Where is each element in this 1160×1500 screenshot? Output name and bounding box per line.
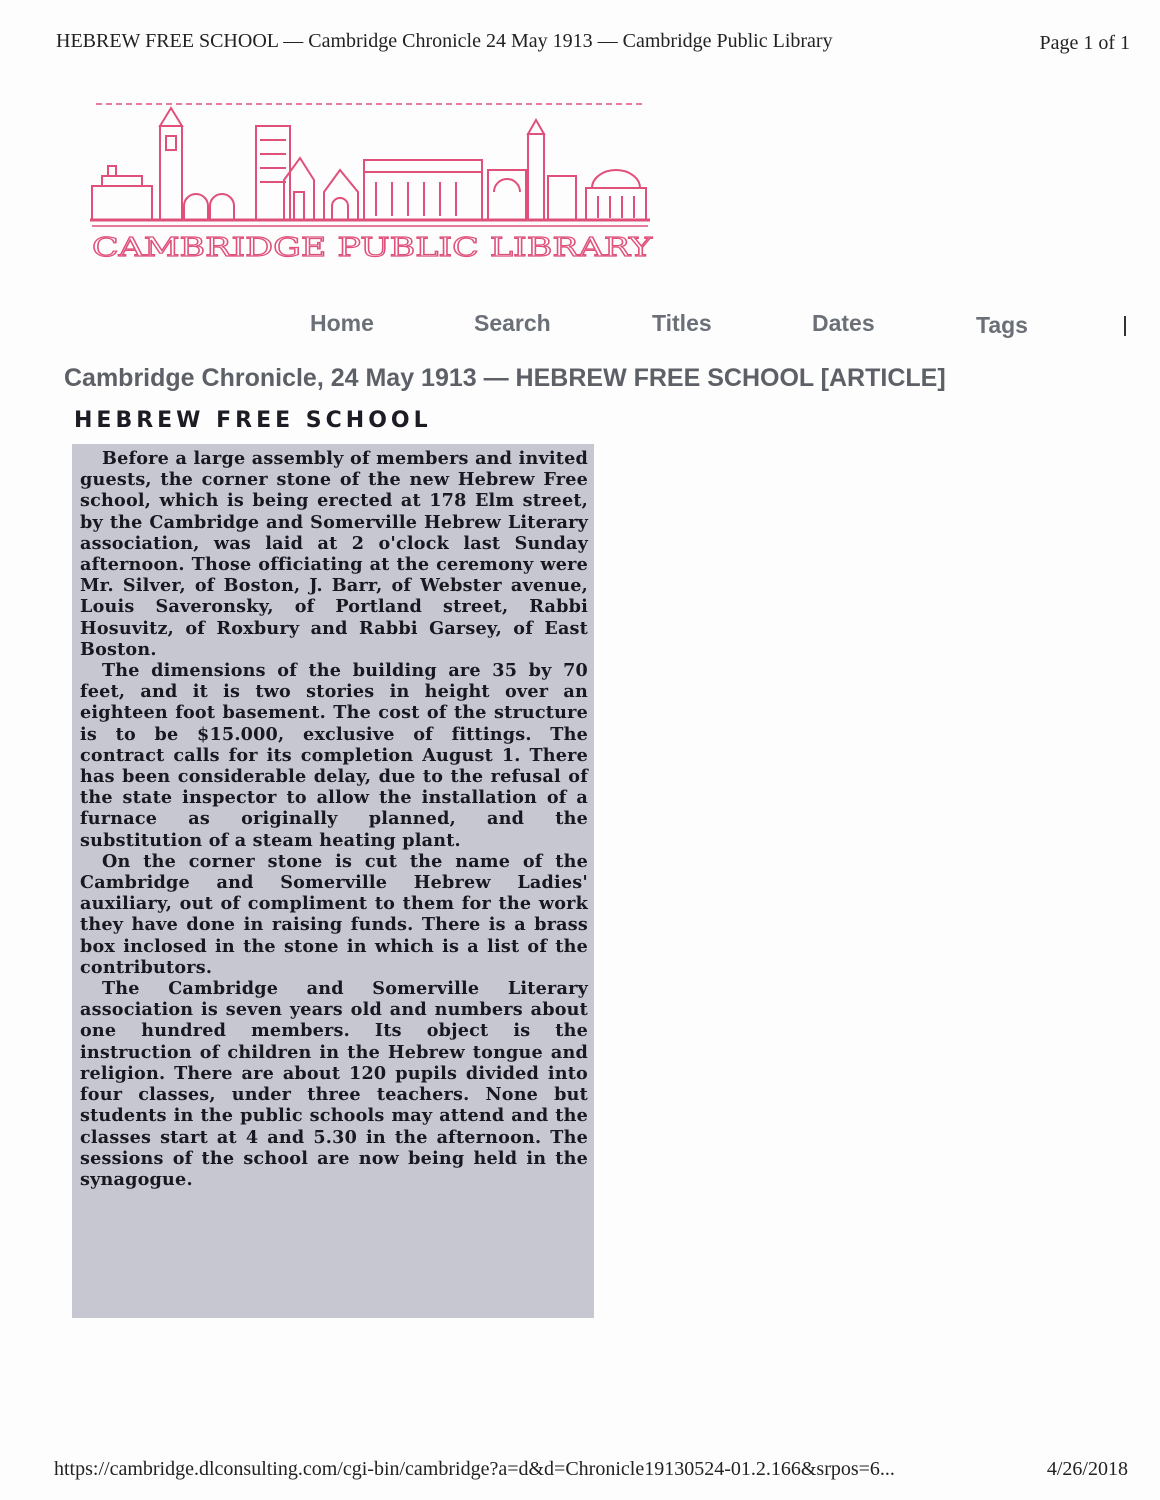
library-skyline-icon <box>88 96 660 266</box>
print-header-title: HEBREW FREE SCHOOL — Cambridge Chronicle 24 May 1913 — Cambridge Public Library <box>56 30 833 52</box>
print-url: https://cambridge.dlconsulting.com/cgi-bin/cambridge?a=d&d=Chronicle19130524-01.2.166&srpos=6... <box>54 1458 895 1480</box>
logo-text: CAMBRIDGE PUBLIC LIBRARY <box>92 233 654 263</box>
article-paragraph: Before a large assembly of members and invited guests, the corner stone of the new Hebrew Free school, which is being erected at 178 Elm street, by the Cambridge and Somerville Hebrew Literary association, was laid at 2 o'clock last Sunday afternoon. Those officiating at the ceremony were Mr. Silver, of Boston, J. Barr, of Webster avenue, Louis Saveronsky, of Portland street, Rabbi Hosuvitz, of Roxbury and Rabbi Garsey, of East Boston. <box>80 448 588 660</box>
page-title: Cambridge Chronicle, 24 May 1913 — HEBREW FREE SCHOOL [ARTICLE] <box>64 364 946 392</box>
article-paragraph: The Cambridge and Somerville Literary association is seven years old and numbers about one hundred members. Its object is the instruction of children in the Hebrew tongue and religion. There are about 120 pupils divided into four classes, under three teachers. None but students in the public schools may attend and the classes start at 4 and 5.30 in the afternoon. The sessions of the school are now being held in the synagogue. <box>80 978 588 1190</box>
article-paragraph: The dimensions of the building are 35 by 70 feet, and it is two stories in height over an eighteen foot basement. The cost of the structure is to be $15.000, exclusive of fittings. The contract calls for its completion August 1. There has been considerable delay, due to the refusal of the state inspector to allow the installation of a furnace as originally planned, and the substitution of a steam heating plant. <box>80 660 588 851</box>
print-date: 4/26/2018 <box>1046 1458 1128 1480</box>
article-paragraph: On the corner stone is cut the name of the Cambridge and Somerville Hebrew Ladies' auxiliary, out of compliment to them for the work they have done in raising funds. There is a brass box inclosed in the stone in which is a list of the contributors. <box>80 850 588 978</box>
article-heading: HEBREW FREE SCHOOL <box>74 408 432 433</box>
print-page-number: Page 1 of 1 <box>1039 32 1130 54</box>
nav-divider <box>1124 316 1126 336</box>
main-nav <box>0 310 1160 346</box>
print-header <box>56 30 1130 58</box>
nav-search[interactable]: Search <box>474 310 551 336</box>
nav-titles[interactable]: Titles <box>652 310 712 336</box>
article-clipping <box>72 444 594 1318</box>
nav-tags[interactable]: Tags <box>976 312 1028 338</box>
nav-home[interactable]: Home <box>310 310 374 336</box>
library-logo[interactable] <box>88 96 660 266</box>
nav-dates[interactable]: Dates <box>812 310 875 336</box>
print-footer <box>54 1458 1128 1484</box>
